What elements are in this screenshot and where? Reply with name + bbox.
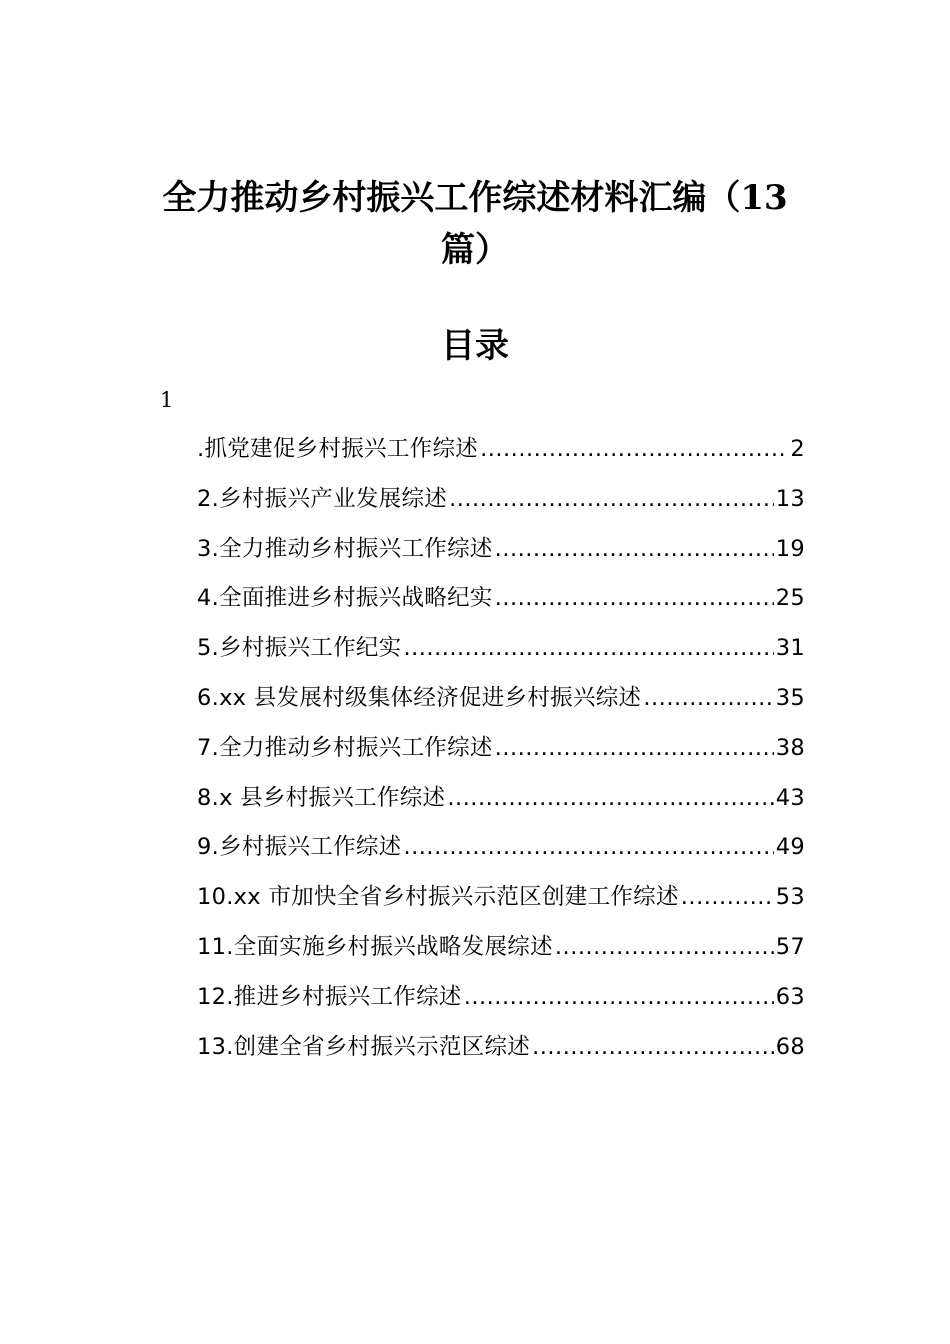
toc-entry[interactable] [197, 878, 805, 928]
toc-page-number: 2 [790, 436, 805, 462]
toc-page-number: 43 [775, 784, 805, 811]
list-number-marker: 1 [160, 388, 174, 412]
toc-dot-leader [495, 530, 774, 568]
toc-dot-leader [480, 430, 788, 468]
toc-entry-title: 9.乡村振兴工作综述 [197, 834, 402, 861]
toc-page-number: 57 [775, 933, 805, 960]
toc-entry[interactable] [197, 430, 805, 480]
document-title-line-2: 篇） [441, 230, 509, 270]
toc-entry-title: 5.乡村振兴工作纪实 [197, 635, 402, 662]
toc-entry[interactable] [197, 530, 805, 580]
toc-page-number: 13 [775, 485, 805, 512]
toc-entry[interactable] [197, 679, 805, 729]
toc-entry-title: 2.乡村振兴产业发展综述 [197, 485, 448, 512]
toc-dot-leader [643, 679, 773, 717]
toc-dot-leader [403, 828, 773, 866]
toc-entry[interactable] [197, 729, 805, 779]
toc-entry[interactable] [197, 629, 805, 679]
toc-dot-leader [447, 779, 773, 817]
toc-entry[interactable] [197, 579, 805, 629]
toc-dot-leader [464, 978, 774, 1016]
toc-page-number: 25 [775, 585, 805, 612]
toc-entry[interactable] [197, 1028, 805, 1078]
toc-entry-title: 8.x 县乡村振兴工作综述 [197, 784, 446, 811]
toc-page-number: 19 [775, 535, 805, 562]
toc-entry-title: 4.全面推进乡村振兴战略纪实 [197, 585, 493, 612]
table-of-contents [197, 430, 805, 1077]
toc-entry[interactable] [197, 828, 805, 878]
toc-entry-title: 7.全力推动乡村振兴工作综述 [197, 734, 493, 761]
toc-entry[interactable] [197, 480, 805, 530]
toc-dot-leader [495, 729, 774, 767]
toc-page-number: 63 [775, 983, 805, 1010]
toc-entry-title: 6.xx 县发展村级集体经济促进乡村振兴综述 [197, 684, 642, 711]
document-title-line-1: 全力推动乡村振兴工作综述材料汇编（13 [162, 178, 788, 218]
toc-page-number: 49 [775, 834, 805, 861]
toc-entry[interactable] [197, 928, 805, 978]
toc-dot-leader [681, 878, 774, 916]
toc-dot-leader [555, 928, 774, 966]
toc-entry[interactable] [197, 779, 805, 829]
toc-page-number: 35 [775, 684, 805, 711]
toc-entry[interactable] [197, 978, 805, 1028]
toc-entry-title: 11.全面实施乡村振兴战略发展综述 [197, 933, 553, 960]
toc-dot-leader [449, 480, 774, 518]
toc-heading: 目录 [441, 326, 509, 366]
toc-dot-leader [532, 1028, 774, 1066]
toc-page-number: 68 [775, 1033, 805, 1060]
toc-dot-leader [495, 579, 774, 617]
toc-page-number: 53 [775, 884, 805, 911]
toc-entry-title: 10.xx 市加快全省乡村振兴示范区创建工作综述 [197, 884, 679, 911]
toc-entry-title: 12.推进乡村振兴工作综述 [197, 983, 462, 1010]
toc-page-number: 38 [775, 734, 805, 761]
toc-entry-title: .抓党建促乡村振兴工作综述 [197, 436, 479, 462]
toc-dot-leader [403, 629, 773, 667]
document-title [150, 172, 800, 276]
toc-entry-title: 3.全力推动乡村振兴工作综述 [197, 535, 493, 562]
toc-page-number: 31 [775, 635, 805, 662]
toc-entry-title: 13.创建全省乡村振兴示范区综述 [197, 1033, 531, 1060]
